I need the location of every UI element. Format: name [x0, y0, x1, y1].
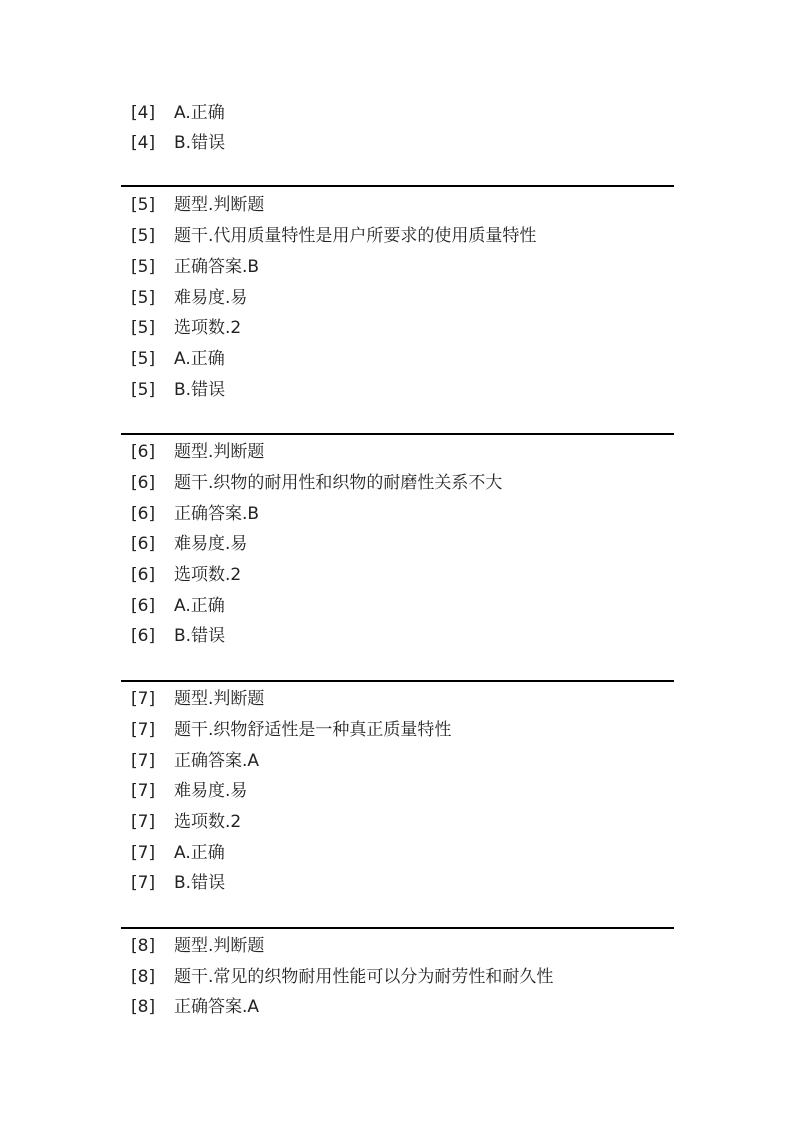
question-number: [7] [131, 781, 156, 801]
line-text: 选项数.2 [174, 812, 242, 832]
question-type-line [131, 193, 264, 217]
question-number: [6] [131, 626, 156, 646]
option-line [131, 101, 225, 125]
question-number: [6] [131, 565, 156, 585]
line-text: 题干.织物舒适性是一种真正质量特性 [174, 720, 452, 740]
question-number: [7] [131, 720, 156, 740]
question-number: [7] [131, 751, 156, 771]
line-text: 难易度.易 [174, 534, 248, 554]
question-stem-line [131, 965, 553, 989]
question-number: [4] [131, 133, 156, 153]
line-text: A.正确 [174, 349, 225, 369]
line-text: 题干.代用质量特性是用户所要求的使用质量特性 [174, 226, 537, 246]
answer-line [131, 995, 259, 1019]
question-stem-line [131, 224, 536, 248]
answer-line [131, 255, 259, 279]
question-number: [5] [131, 380, 156, 400]
line-text: 选项数.2 [174, 565, 242, 585]
line-text: 选项数.2 [174, 318, 242, 338]
section-divider [121, 680, 674, 682]
question-number: [7] [131, 812, 156, 832]
question-number: [6] [131, 504, 156, 524]
question-number: [5] [131, 195, 156, 215]
question-number: [6] [131, 596, 156, 616]
option-line [131, 347, 225, 371]
line-text: A.正确 [174, 103, 225, 123]
line-text: 题型.判断题 [174, 689, 265, 709]
line-text: 题干.织物的耐用性和织物的耐磨性关系不大 [174, 473, 503, 493]
question-number: [7] [131, 873, 156, 893]
line-text: B.错误 [174, 380, 226, 400]
option-count-line [131, 810, 241, 834]
section-divider [121, 185, 674, 187]
question-number: [7] [131, 689, 156, 709]
option-line [131, 841, 225, 865]
line-text: 正确答案.A [174, 751, 260, 771]
option-line [131, 624, 225, 648]
question-number: [8] [131, 936, 156, 956]
question-number: [4] [131, 103, 156, 123]
question-number: [5] [131, 288, 156, 308]
difficulty-line [131, 286, 247, 310]
question-number: [5] [131, 318, 156, 338]
line-text: B.错误 [174, 873, 226, 893]
line-text: 题型.判断题 [174, 442, 265, 462]
line-text: B.错误 [174, 133, 226, 153]
line-text: 题型.判断题 [174, 195, 265, 215]
line-text: 难易度.易 [174, 781, 248, 801]
question-number: [6] [131, 534, 156, 554]
question-number: [7] [131, 843, 156, 863]
line-text: 正确答案.B [174, 257, 260, 277]
section-divider [121, 433, 674, 435]
section-divider [121, 927, 674, 929]
question-number: [8] [131, 967, 156, 987]
question-stem-line [131, 471, 502, 495]
question-type-line [131, 440, 264, 464]
line-text: 题干.常见的织物耐用性能可以分为耐劳性和耐久性 [174, 967, 554, 987]
line-text: A.正确 [174, 843, 225, 863]
question-stem-line [131, 718, 451, 742]
option-line [131, 871, 225, 895]
question-number: [6] [131, 442, 156, 462]
line-text: A.正确 [174, 596, 225, 616]
answer-line [131, 749, 259, 773]
question-number: [8] [131, 997, 156, 1017]
option-line [131, 378, 225, 402]
question-number: [5] [131, 226, 156, 246]
difficulty-line [131, 532, 247, 556]
option-count-line [131, 316, 241, 340]
difficulty-line [131, 779, 247, 803]
question-number: [5] [131, 349, 156, 369]
option-count-line [131, 563, 241, 587]
line-text: 正确答案.A [174, 997, 260, 1017]
question-type-line [131, 934, 264, 958]
option-line [131, 131, 225, 155]
question-type-line [131, 687, 264, 711]
line-text: B.错误 [174, 626, 226, 646]
question-number: [5] [131, 257, 156, 277]
line-text: 题型.判断题 [174, 936, 265, 956]
line-text: 难易度.易 [174, 288, 248, 308]
line-text: 正确答案.B [174, 504, 260, 524]
option-line [131, 594, 225, 618]
answer-line [131, 502, 259, 526]
question-number: [6] [131, 473, 156, 493]
